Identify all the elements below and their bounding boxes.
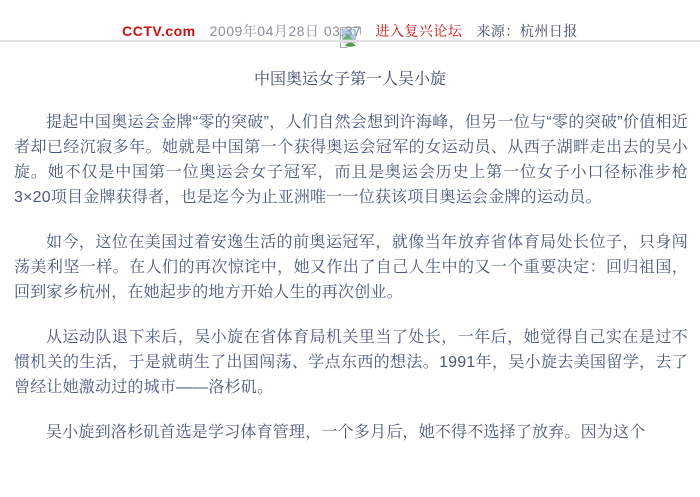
article-paragraph: 提起中国奥运会金牌“零的突破”，人们自然会想到许海峰，但另一位与“零的突破”价值相近者却已经沉寂多年。她就是中国第一个获得奥运会冠军的女运动员、从西子湖畔走出去的吴小旋。她不仅是中国第一位奥运会女子冠军，而且是奥运会历史上第一位女子小口径标准步枪3×20项目金牌获得者，也是迄今为止亚洲唯一一位获该项目奥运会金牌的运动员。 (14, 114, 688, 206)
article-paragraph: 吴小旋到洛杉矶首选是学习体育管理，一个多月后，她不得不选择了放弃。因为这个 (46, 424, 646, 441)
article-paragraph: 如今，这位在美国过着安逸生活的前奥运冠军，就像当年放弃省体育局处长位子，只身闯荡美利坚一样。在人们的再次惊诧中，她又作出了自己人生中的又一个重要决定：回归祖国，回到家乡杭州，在她起步的地方开始人生的再次创业。 (14, 234, 688, 301)
header-divider (0, 40, 700, 42)
article-paragraph: 从运动队退下来后，吴小旋在省体育局机关里当了处长，一年后，她觉得自己实在是过不惯机关的生活，于是就萌生了出国闯荡、学点东西的想法。1991年，吴小旋去美国留学，去了曾经让她激动过的城市——洛杉矶。 (14, 329, 688, 396)
article-body (0, 110, 700, 445)
article-meta-bar (0, 21, 700, 41)
site-logo-text[interactable]: CCTV.com (122, 23, 196, 39)
source-label: 来源：杭州日报 (476, 23, 578, 39)
forum-link[interactable]: 进入复兴论坛 (375, 23, 463, 39)
article-page (0, 23, 700, 497)
publish-datetime: 2009年04月28日 03:37 (209, 23, 362, 39)
article-title: 中国奥运女子第一人吴小旋 (253, 71, 446, 88)
